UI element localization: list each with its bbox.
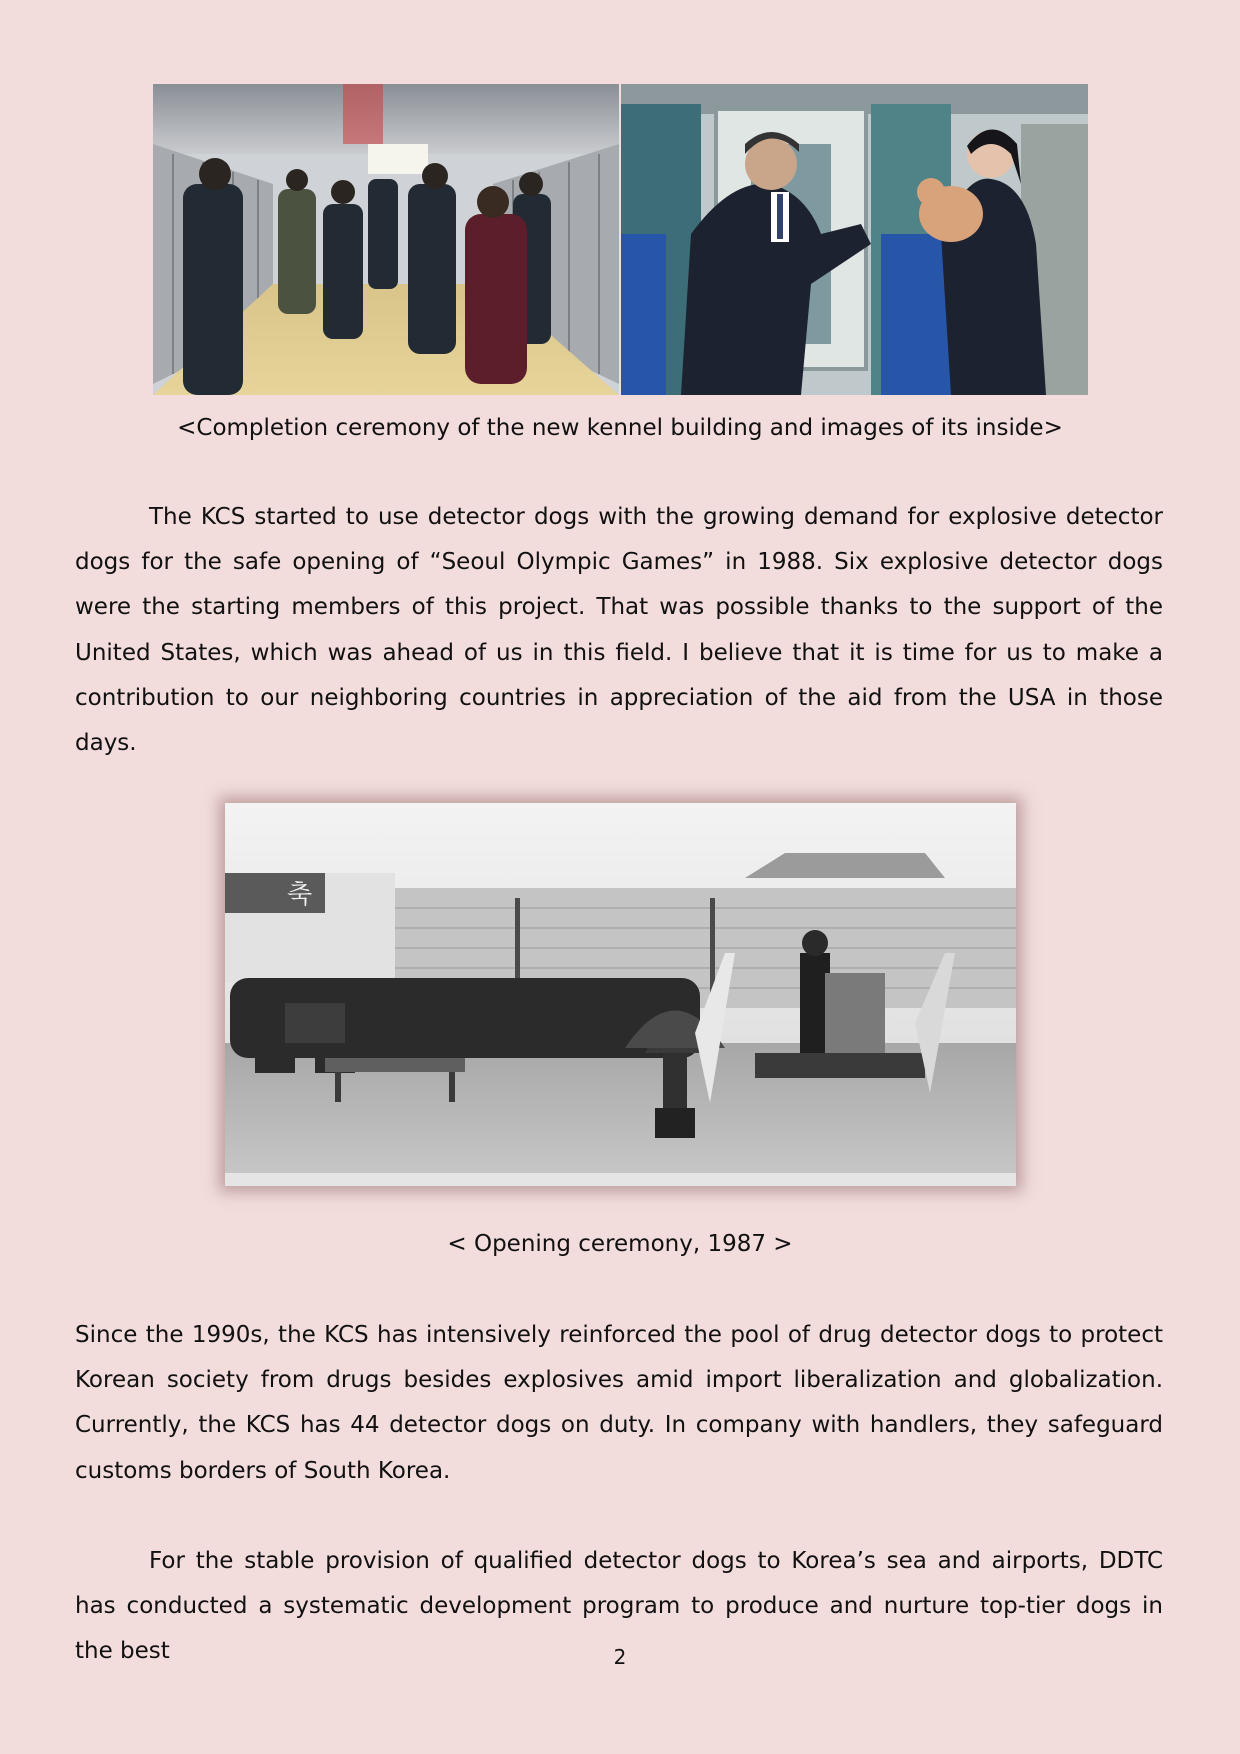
opening-ceremony-photo — [225, 803, 1016, 1186]
paragraph-ddtc-program: For the stable provision of qualified detector dogs to Korea’s sea and airports, DDTC has conducted a systematic development program to produce and nurture top-tier dogs in the best — [75, 1548, 1163, 1665]
kennel-photo-caption: <Completion ceremony of the new kennel building and images of its inside> — [177, 415, 1063, 441]
official-with-puppy-photo — [621, 84, 1088, 395]
opening-photo-caption: < Opening ceremony, 1987 > — [447, 1231, 793, 1257]
page-number: 2 — [613, 1645, 627, 1669]
paragraph-history: The KCS started to use detector dogs with the growing demand for explosive detector dogs for the safe opening of “Seoul Olympic Games” in 1988. Six explosive detector dogs were the starting members of this project. That was possible thanks to the support of the United States, which was ahead of us in this field. I believe that it is time for us to make a contribution to our neighboring countries in appreciation of the aid from the USA in those days. — [75, 504, 1163, 757]
paragraph-drug-dogs: Since the 1990s, the KCS has intensively reinforced the pool of drug detector dogs to protect Korean society from drugs besides explosives amid import liberalization and globalization. Currently, the KCS has 44 detector dogs on duty. In company with handlers, they safeguard customs borders of South Korea. — [75, 1322, 1163, 1484]
ceremony-sign-text: 축 — [287, 880, 313, 910]
kennel-corridor-photo — [153, 84, 619, 395]
